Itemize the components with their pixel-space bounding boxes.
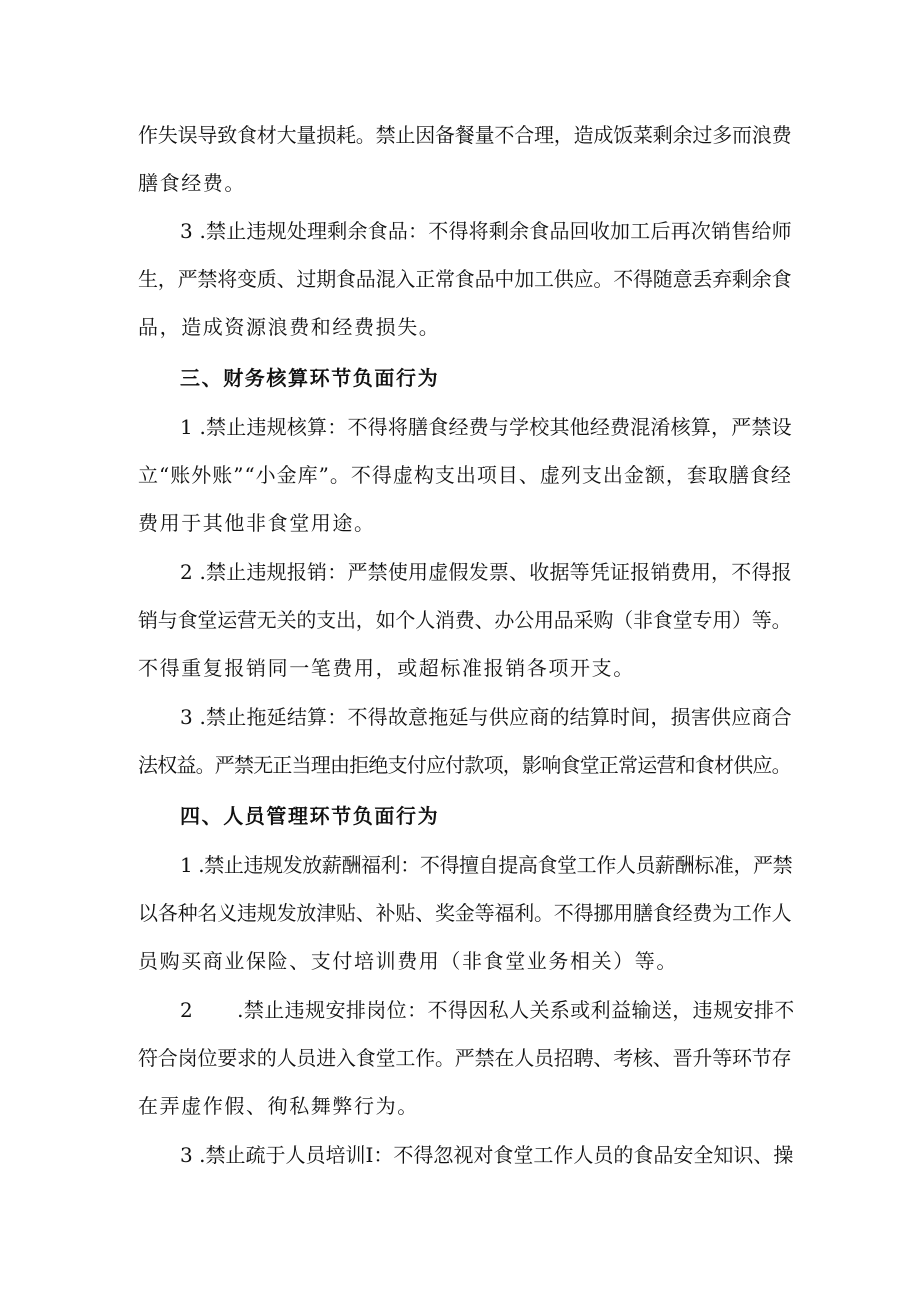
- paragraph-line: 品，造成资源浪费和经费损失。: [138, 315, 441, 339]
- paragraph-line: [180, 996, 795, 1024]
- paragraph-line: 生，严禁将变质、过期食品混入正常食品中加工供应。不得随意丢弃剩余食: [138, 267, 792, 291]
- paragraph-line: 膳食经费。: [138, 171, 246, 195]
- paragraph-line: 3 .禁止疏于人员培训I：不得忽视对食堂工作人员的食品安全知识、操: [180, 1143, 794, 1167]
- paragraph-line: 3 .禁止拖延结算：不得故意拖延与供应商的结算时间，损害供应商合: [180, 705, 792, 729]
- paragraph-line: 1 .禁止违规发放薪酬福利：不得擅自提高食堂工作人员薪酬标准，严禁: [180, 853, 793, 877]
- paragraph-line: 立“账外账”“小金库”。不得虚构支出项目、虚列支出金额，套取膳食经: [138, 463, 792, 487]
- paragraph-line: 1 .禁止违规核算：不得将膳食经费与学校其他经费混淆核算，严禁设: [180, 415, 792, 439]
- paragraph-line: 在弄虚作假、徇私舞弊行为。: [138, 1094, 419, 1118]
- paragraph-line: 费用于其他非食堂用途。: [138, 511, 376, 535]
- item-text: .禁止违规安排岗位：不得因私人关系或利益输送，违规安排不: [237, 998, 795, 1022]
- paragraph-line: 不得重复报销同一笔费用，或超标准报销各项开支。: [138, 656, 635, 680]
- section-heading: 三、财务核算环节负面行为: [180, 366, 440, 390]
- paragraph-line: 3 .禁止违规处理剩余食品：不得将剩余食品回收加工后再次销售给师: [180, 219, 792, 243]
- paragraph-line: 符合岗位要求的人员进入食堂工作。严禁在人员招聘、考核、晋升等环节存: [138, 1046, 792, 1070]
- section-heading: 四、人员管理环节负面行为: [180, 804, 440, 828]
- paragraph-line: 员购买商业保险、支付培训费用（非食堂业务相关）等。: [138, 949, 678, 973]
- paragraph-line: 作失误导致食材大量损耗。禁止因备餐量不合理，造成饭菜剩余过多而浪费: [138, 123, 792, 147]
- paragraph-line: 以各种名义违规发放津贴、补贴、奖金等福利。不得挪用膳食经费为工作人: [138, 901, 792, 925]
- paragraph-line: 2 .禁止违规报销：严禁使用虚假发票、收据等凭证报销费用，不得报: [180, 560, 792, 584]
- paragraph-line: 销与食堂运营无关的支出，如个人消费、办公用品采购（非食堂专用）等。: [138, 608, 792, 632]
- item-number: 2: [180, 998, 194, 1022]
- paragraph-line: 法权益。严禁无正当理由拒绝支付应付款项，影响食堂正常运营和食材供应。: [138, 753, 791, 777]
